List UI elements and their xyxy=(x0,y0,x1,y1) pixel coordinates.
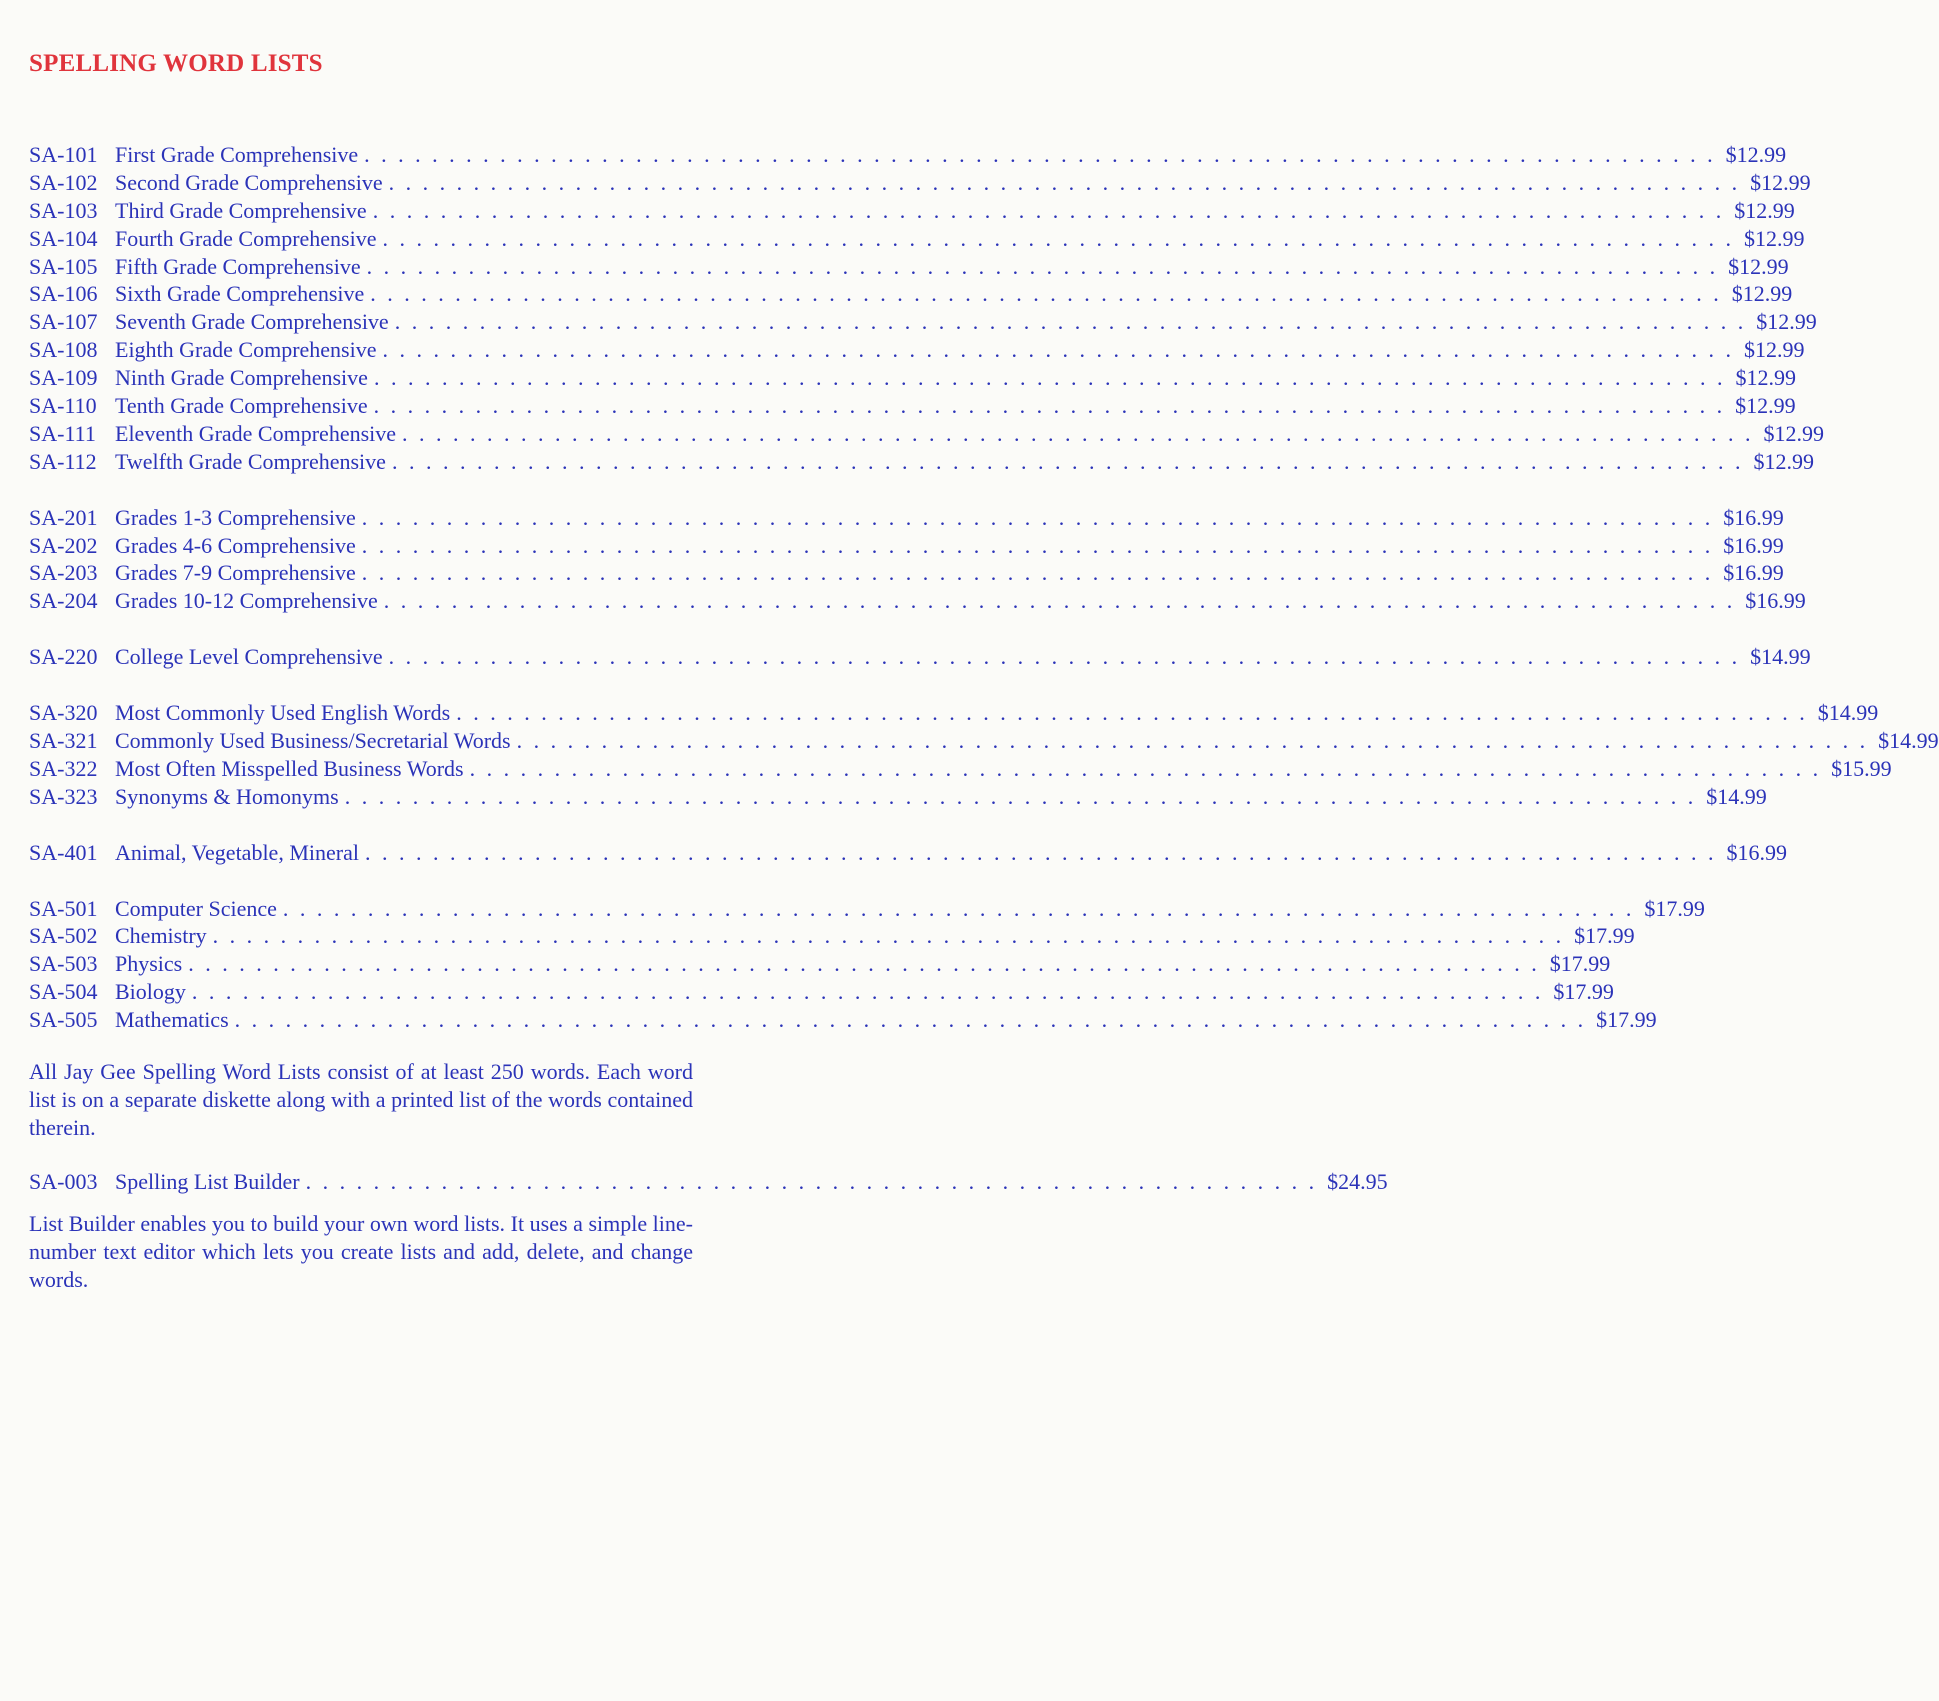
word-list-item xyxy=(29,392,1796,420)
product-price: $16.99 xyxy=(1726,839,1787,865)
product-price: $12.99 xyxy=(1735,393,1796,419)
list-builder-description: List Builder enables you to build your own word lists. It uses a simple line-number text editor which lets you create lists and add, delete, and change words. xyxy=(29,1211,693,1292)
product-name: Animal, Vegetable, Mineral xyxy=(115,839,359,865)
dot-leader: . . . . . . . . . . . . . . . . . . . . . . . . . . . . . . . . . . . . . . . . . . . . . . . . . . . . . . . . . . . . . . . . . . . . . . . . . . . . . . . . xyxy=(394,309,1747,335)
dot-leader: . . . . . . . . . . . . . . . . . . . . . . . . . . . . . . . . . . . . . . . . . . . . . . . . . . . . . . . . . . . . . . . . . . . . . . . . . . . . . . . . xyxy=(402,420,1754,446)
product-name: Eighth Grade Comprehensive xyxy=(115,337,377,363)
dot-leader: . . . . . . . . . . . . . . . . . . . . . . . . . . . . . . . . . . . . . . . . . . . . . . . . . . . . . . . . . . . . . . . . . . . . . . . . . . . . . . . . xyxy=(469,755,1822,781)
dot-leader: . . . . . . . . . . . . . . . . . . . . . . . . . . . . . . . . . . . . . . . . . . . . . . . . . . . . . . . . . . . . . . . . . . . . . . . . . . . . . . . . xyxy=(382,337,1734,363)
product-code: SA-105 xyxy=(29,253,98,279)
word-list-item xyxy=(29,1006,1657,1034)
product-price: $12.99 xyxy=(1734,197,1795,223)
product-code: SA-503 xyxy=(29,951,98,977)
dot-leader: . . . . . . . . . . . . . . . . . . . . . . . . . . . . . . . . . . . . . . . . . . . . . . . . . . . . . . . . . . . . . . . . . . . . . . . . . . . . . . . . xyxy=(361,504,1714,530)
product-price: $14.99 xyxy=(1750,644,1811,670)
product-name: Chemistry xyxy=(115,923,207,949)
product-price: $12.99 xyxy=(1728,253,1789,279)
dot-leader: . . . . . . . . . . . . . . . . . . . . . . . . . . . . . . . . . . . . . . . . . . . . . . . . . . . . . . . . . . . . . . . . . . . . . . . . . . . . . . . . xyxy=(191,979,1544,1005)
product-name: College Level Comprehensive xyxy=(115,644,383,670)
product-code: SA-220 xyxy=(29,644,98,670)
dot-leader: . . . . . . . . . . . . . . . . . . . . . . . . . . . . . . . . . . . . . . . . . . . . . . . . . . . . . . . . . . . . . . . . . . . . . . . . . . . . . . . . xyxy=(366,253,1719,279)
product-code: SA-504 xyxy=(29,979,98,1005)
word-list-item xyxy=(29,253,1789,281)
dot-leader: . . . . . . . . . . . . . . . . . . . . . . . . . . . . . . . . . . . . . . . . . . . . . . . . . . . . . . . . . . . . . . . . . . . . . . . . . . . . . . . . xyxy=(364,839,1717,865)
word-list-group xyxy=(29,699,1939,811)
product-name: Twelfth Grade Comprehensive xyxy=(115,448,386,474)
word-list-item xyxy=(29,978,1614,1006)
product-name: Seventh Grade Comprehensive xyxy=(115,309,389,335)
product-price: $24.95 xyxy=(1327,1169,1388,1194)
product-name: Tenth Grade Comprehensive xyxy=(115,393,368,419)
word-list-item xyxy=(29,783,1767,811)
word-list-groups xyxy=(29,141,1939,1062)
dot-leader: . . . . . . . . . . . . . . . . . . . . . . . . . . . . . . . . . . . . . . . . . . . . . . . . . . . . . . . . . . . . . . . . . . . . . . . . . . . . . . . . xyxy=(456,700,1808,726)
word-list-item xyxy=(29,727,1939,755)
product-code: SA-501 xyxy=(29,895,98,921)
word-list-note: All Jay Gee Spelling Word Lists consist of at least 250 words. Each word list is on a separate diskette along with a printed list of the words contained therein. xyxy=(29,1059,693,1140)
product-price: $15.99 xyxy=(1831,755,1892,781)
product-price: $12.99 xyxy=(1750,169,1811,195)
word-list-item xyxy=(29,839,1787,867)
product-code: SA-204 xyxy=(29,588,98,614)
dot-leader: . . . . . . . . . . . . . . . . . . . . . . . . . . . . . . . . . . . . . . . . . . . . . . . . . . . . . . . . . . . . . . . . . . . . . . . . . . . . . . . . xyxy=(282,895,1635,921)
product-price: $14.99 xyxy=(1706,783,1767,809)
dot-leader: . . . . . . . . . . . . . . . . . . . . . . . . . . . . . . . . . . . . . . . . . . . . . . . . . . . . . . . . . . . . . . . . . . . . . . . . . . . . . . . . xyxy=(383,588,1736,614)
dot-leader: . . . . . . . . . . . . . . . . . . . . . . . . . . . . . . . . . . . . . . . . . . . . . . . . . . . . . . . . . . . . . . . . . . . . . . . . . . . . . . . . xyxy=(361,532,1714,558)
product-code: SA-203 xyxy=(29,560,98,586)
product-name: Sixth Grade Comprehensive xyxy=(115,281,365,307)
word-list-group xyxy=(29,504,1806,616)
product-name: Most Often Misspelled Business Words xyxy=(115,755,464,781)
word-list-group xyxy=(29,141,1825,476)
product-name: Third Grade Comprehensive xyxy=(115,197,367,223)
dot-leader: . . . . . . . . . . . . . . . . . . . . . . . . . . . . . . . . . . . . . . . . . . . . . . . . . . . . . . . . . . . . xyxy=(305,1169,1318,1194)
dot-leader: . . . . . . . . . . . . . . . . . . . . . . . . . . . . . . . . . . . . . . . . . . . . . . . . . . . . . . . . . . . . . . . . . . . . . . . . . . . . . . . . xyxy=(373,365,1726,391)
word-list-group xyxy=(29,895,1705,1034)
product-price: $17.99 xyxy=(1574,923,1635,949)
product-price: $14.99 xyxy=(1817,700,1879,726)
word-list-item xyxy=(29,895,1705,923)
word-list-group xyxy=(29,839,1787,867)
word-list-item xyxy=(29,169,1811,197)
product-code: SA-401 xyxy=(29,839,98,865)
product-name: Biology xyxy=(115,979,186,1005)
product-code: SA-104 xyxy=(29,225,98,251)
product-code: SA-110 xyxy=(29,393,97,419)
word-list-item xyxy=(29,420,1825,448)
product-price: $14.99 xyxy=(1878,728,1939,754)
dot-leader: . . . . . . . . . . . . . . . . . . . . . . . . . . . . . . . . . . . . . . . . . . . . . . . . . . . . . . . . . . . . . . . . . . . . . . . . . . . . . . . . xyxy=(373,393,1726,419)
product-price: $12.99 xyxy=(1756,309,1817,335)
word-list-item xyxy=(29,643,1811,671)
product-code: SA-502 xyxy=(29,923,98,949)
product-price: $16.99 xyxy=(1723,504,1784,530)
product-code: SA-320 xyxy=(29,700,98,726)
dot-leader: . . . . . . . . . . . . . . . . . . . . . . . . . . . . . . . . . . . . . . . . . . . . . . . . . . . . . . . . . . . . . . . . . . . . . . . . . . . . . . . . xyxy=(391,448,1744,474)
product-price: $17.99 xyxy=(1553,979,1614,1005)
product-code: SA-322 xyxy=(29,755,98,781)
product-name: First Grade Comprehensive xyxy=(115,142,359,167)
product-name: Eleventh Grade Comprehensive xyxy=(115,420,397,446)
dot-leader: . . . . . . . . . . . . . . . . . . . . . . . . . . . . . . . . . . . . . . . . . . . . . . . . . . . . . . . . . . . . . . . . . . . . . . . . . . . . . . . . xyxy=(372,197,1725,223)
product-price: $12.99 xyxy=(1744,337,1805,363)
word-list-item xyxy=(29,336,1805,364)
dot-leader: . . . . . . . . . . . . . . . . . . . . . . . . . . . . . . . . . . . . . . . . . . . . . . . . . . . . . . . . . . . . . . . . . . . . . . . . . . . . . . . . xyxy=(364,142,1716,167)
product-name: Grades 1-3 Comprehensive xyxy=(115,504,356,530)
product-name: Grades 4-6 Comprehensive xyxy=(115,532,356,558)
product-code: SA-109 xyxy=(29,365,98,391)
product-name: Grades 7-9 Comprehensive xyxy=(115,560,356,586)
word-list-item xyxy=(29,755,1892,783)
product-code: SA-321 xyxy=(29,728,98,754)
product-price: $12.99 xyxy=(1753,448,1814,474)
word-list-item xyxy=(29,141,1787,169)
dot-leader: . . . . . . . . . . . . . . . . . . . . . . . . . . . . . . . . . . . . . . . . . . . . . . . . . . . . . . . . . . . . . . . . . . . . . . . . . . . . . . . . xyxy=(388,644,1741,670)
list-builder-row xyxy=(29,1168,1388,1196)
product-code: SA-108 xyxy=(29,337,98,363)
product-price: $16.99 xyxy=(1723,560,1784,586)
dot-leader: . . . . . . . . . . . . . . . . . . . . . . . . . . . . . . . . . . . . . . . . . . . . . . . . . . . . . . . . . . . . . . . . . . . . . . . . . . . . . . . . xyxy=(370,281,1722,307)
product-price: $16.99 xyxy=(1723,532,1784,558)
product-code: SA-101 xyxy=(29,142,98,167)
product-code: SA-102 xyxy=(29,169,98,195)
product-code: SA-202 xyxy=(29,532,98,558)
word-list-item xyxy=(29,559,1784,587)
product-name: Second Grade Comprehensive xyxy=(115,169,383,195)
word-list-item xyxy=(29,922,1635,950)
dot-leader: . . . . . . . . . . . . . . . . . . . . . . . . . . . . . . . . . . . . . . . . . . . . . . . . . . . . . . . . . . . . . . . . . . . . . . . . . . . . . . . . xyxy=(388,169,1741,195)
product-name: Ninth Grade Comprehensive xyxy=(115,365,368,391)
dot-leader: . . . . . . . . . . . . . . . . . . . . . . . . . . . . . . . . . . . . . . . . . . . . . . . . . . . . . . . . . . . . . . . . . . . . . . . . . . . . . . . . xyxy=(361,560,1714,586)
product-code: SA-107 xyxy=(29,309,98,335)
product-code: SA-505 xyxy=(29,1007,98,1033)
dot-leader: . . . . . . . . . . . . . . . . . . . . . . . . . . . . . . . . . . . . . . . . . . . . . . . . . . . . . . . . . . . . . . . . . . . . . . . . . . . . . . . . xyxy=(344,783,1697,809)
word-list-group xyxy=(29,643,1811,671)
product-code: SA-111 xyxy=(29,420,96,446)
word-list-item xyxy=(29,364,1796,392)
product-name: Commonly Used Business/Secretarial Words xyxy=(115,728,511,754)
word-list-item xyxy=(29,504,1784,532)
product-name: Computer Science xyxy=(115,895,277,921)
product-name: Fifth Grade Comprehensive xyxy=(115,253,361,279)
page-title: SPELLING WORD LISTS xyxy=(29,50,323,77)
dot-leader: . . . . . . . . . . . . . . . . . . . . . . . . . . . . . . . . . . . . . . . . . . . . . . . . . . . . . . . . . . . . . . . . . . . . . . . . . . . . . . . . xyxy=(188,951,1540,977)
dot-leader: . . . . . . . . . . . . . . . . . . . . . . . . . . . . . . . . . . . . . . . . . . . . . . . . . . . . . . . . . . . . . . . . . . . . . . . . . . . . . . . . xyxy=(382,225,1734,251)
product-name: Mathematics xyxy=(115,1007,229,1033)
product-name: Physics xyxy=(115,951,183,977)
product-price: $12.99 xyxy=(1735,365,1796,391)
word-list-item xyxy=(29,448,1814,476)
product-price: $12.99 xyxy=(1731,281,1793,307)
product-price: $17.99 xyxy=(1644,895,1705,921)
product-price: $12.99 xyxy=(1763,420,1825,446)
product-price: $17.99 xyxy=(1549,951,1611,977)
catalog-page xyxy=(29,0,1939,1701)
word-list-item xyxy=(29,280,1793,308)
product-price: $17.99 xyxy=(1596,1007,1657,1033)
product-code: SA-112 xyxy=(29,448,97,474)
product-code: SA-106 xyxy=(29,281,98,307)
product-code: SA-201 xyxy=(29,504,98,530)
product-code: SA-323 xyxy=(29,783,98,809)
word-list-item xyxy=(29,197,1795,225)
product-name: Most Commonly Used English Words xyxy=(115,700,451,726)
word-list-item xyxy=(29,308,1817,336)
product-price: $12.99 xyxy=(1744,225,1805,251)
word-list-item xyxy=(29,699,1879,727)
word-list-item xyxy=(29,587,1806,615)
product-name: Grades 10-12 Comprehensive xyxy=(115,588,378,614)
product-price: $16.99 xyxy=(1745,588,1806,614)
dot-leader: . . . . . . . . . . . . . . . . . . . . . . . . . . . . . . . . . . . . . . . . . . . . . . . . . . . . . . . . . . . . . . . . . . . . . . . . . . . . . . . . xyxy=(234,1007,1587,1033)
product-name: Spelling List Builder xyxy=(115,1169,300,1194)
product-price: $12.99 xyxy=(1725,142,1787,167)
product-name: Synonyms & Homonyms xyxy=(115,783,339,809)
word-list-item xyxy=(29,950,1611,978)
dot-leader: . . . . . . . . . . . . . . . . . . . . . . . . . . . . . . . . . . . . . . . . . . . . . . . . . . . . . . . . . . . . . . . . . . . . . . . . . . . . . . . . xyxy=(212,923,1565,949)
dot-leader: . . . . . . . . . . . . . . . . . . . . . . . . . . . . . . . . . . . . . . . . . . . . . . . . . . . . . . . . . . . . . . . . . . . . . . . . . . . . . . . . xyxy=(516,728,1869,754)
product-code: SA-103 xyxy=(29,197,98,223)
word-list-item xyxy=(29,225,1805,253)
product-code: SA-003 xyxy=(29,1169,98,1194)
word-list-item xyxy=(29,532,1784,560)
product-name: Fourth Grade Comprehensive xyxy=(115,225,377,251)
